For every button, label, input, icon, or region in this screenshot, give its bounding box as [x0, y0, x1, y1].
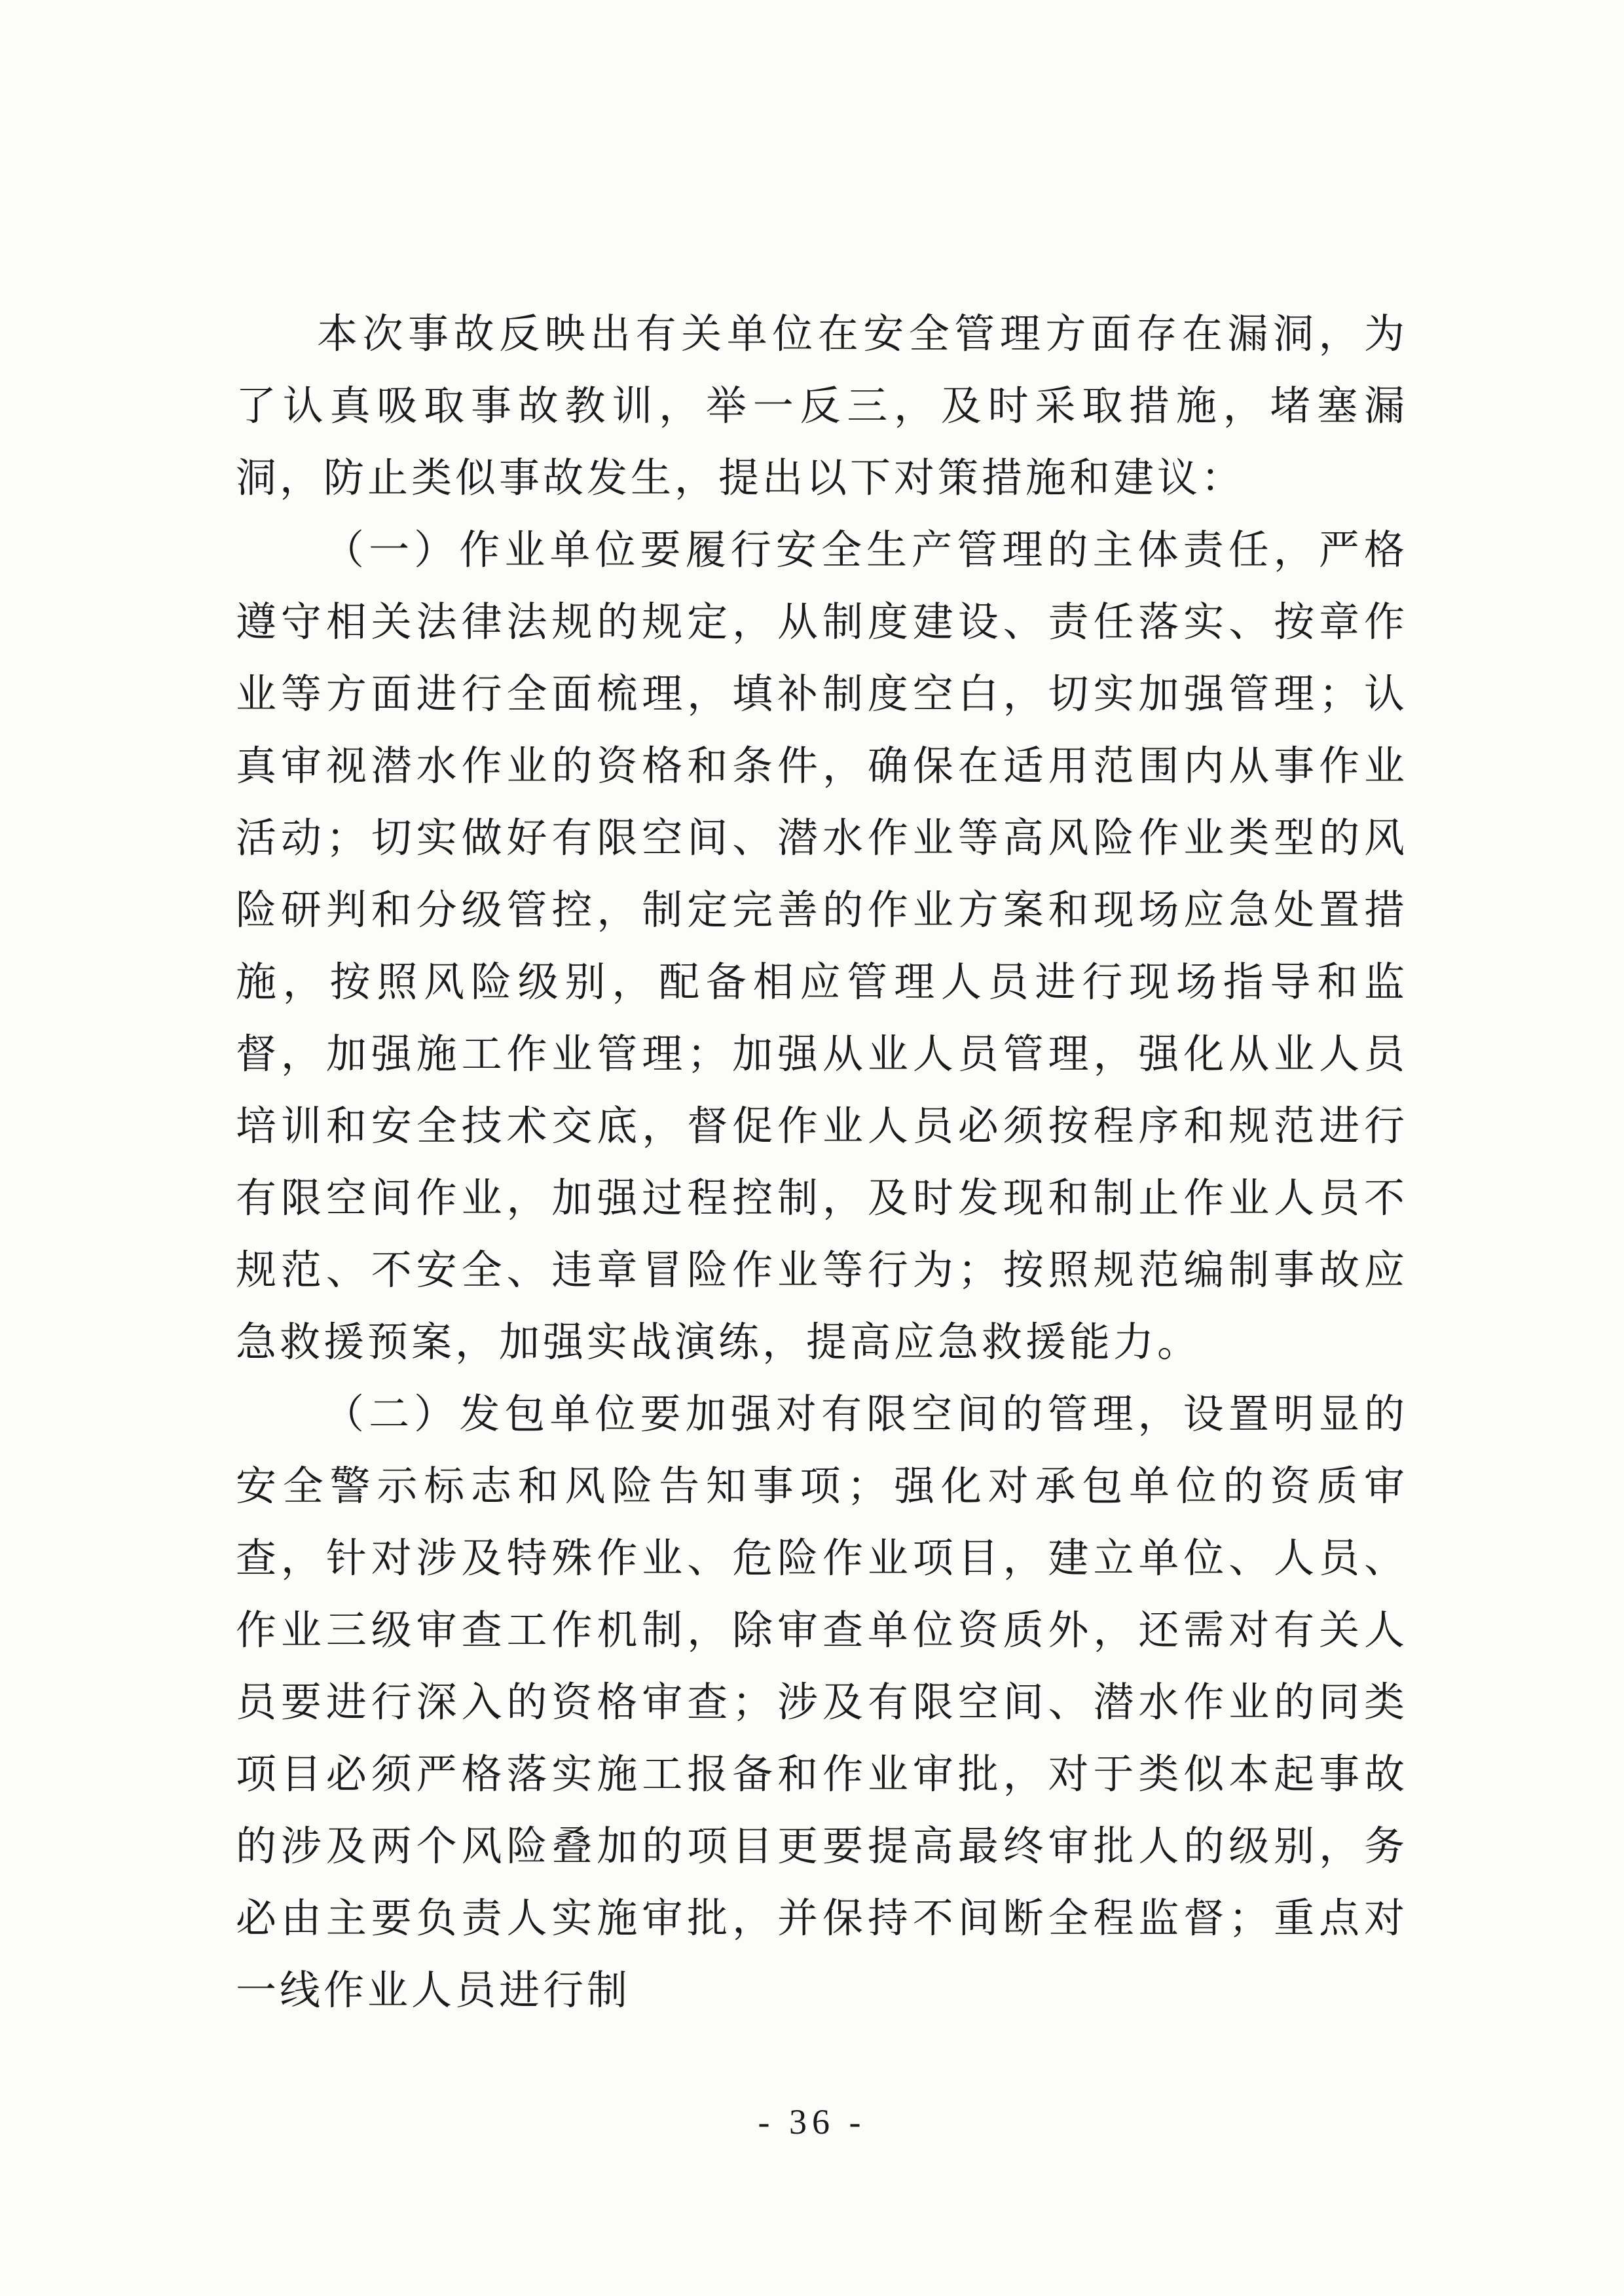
- paragraph-item-1: （一）作业单位要履行安全生产管理的主体责任，严格遵守相关法律法规的规定，从制度建设、责任落实、按章作业等方面进行全面梳理，填补制度空白，切实加强管理；认真审视潜水作业的资格和条件，确保在适用范围内从事作业活动；切实做好有限空间、潜水作业等高风险作业类型的风险研判和分级管控，制定完善的作业方案和现场应急处置措施，按照风险级别，配备相应管理人员进行现场指导和监督，加强施工作业管理；加强从业人员管理，强化从业人员培训和安全技术交底，督促作业人员必须按程序和规范进行有限空间作业，加强过程控制，及时发现和制止作业人员不规范、不安全、违章冒险作业等行为；按照规范编制事故应急救援预案，加强实战演练，提高应急救援能力。: [236, 526, 1408, 1366]
- page-number: - 36 -: [758, 2102, 866, 2141]
- document-body: [236, 298, 1408, 2026]
- paragraph-item-2: （二）发包单位要加强对有限空间的管理，设置明显的安全警示标志和风险告知事项；强化对承包单位的资质审查，针对涉及特殊作业、危险作业项目，建立单位、人员、作业三级审查工作机制，除审查单位资质外，还需对有关人员要进行深入的资格审查；涉及有限空间、潜水作业的同类项目必须严格落实施工报备和作业审批，对于类似本起事故的涉及两个风险叠加的项目更要提高最终审批人的级别，务必由主要负责人实施审批，并保持不间断全程监督；重点对一线作业人员进行制: [236, 1390, 1408, 2014]
- paragraph-intro: 本次事故反映出有关单位在安全管理方面存在漏洞，为了认真吸取事故教训，举一反三，及时采取措施，堵塞漏洞，防止类似事故发生，提出以下对策措施和建议：: [236, 310, 1408, 501]
